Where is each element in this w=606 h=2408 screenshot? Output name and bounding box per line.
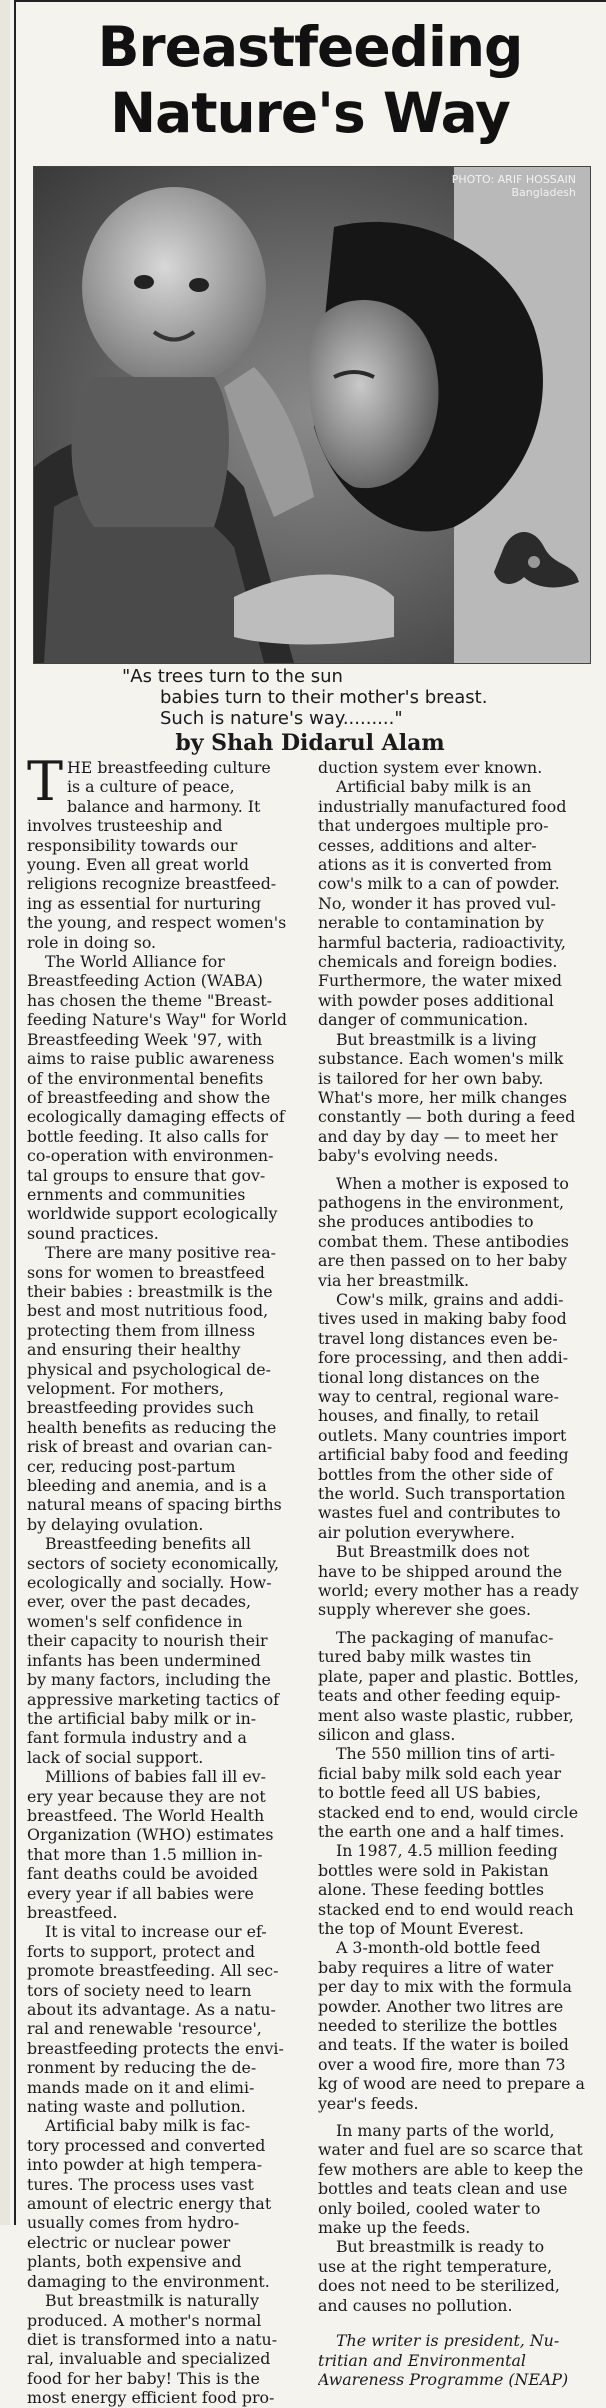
body-line: In 1987, 4.5 million feeding (336, 1841, 558, 1861)
body-line: young. Even all great world (27, 855, 250, 875)
body-line: diet is transformed into a natu- (27, 2329, 278, 2349)
body-line: HE breastfeeding culture (67, 758, 271, 777)
drop-cap: T (27, 750, 64, 813)
body-line: is tailored for her own baby. (318, 1068, 544, 1088)
body-line: artificial baby food and feeding (318, 1445, 569, 1465)
body-line: ecologically and socially. How- (27, 1573, 272, 1593)
body-line: But Breastmilk does not (336, 1542, 530, 1562)
body-line: But breastmilk is ready to (336, 2237, 545, 2257)
body-line: have to be shipped around the (318, 1561, 563, 1581)
body-line: bottle feeding. It also calls for (27, 1126, 268, 1146)
body-line: ral and renewable 'resource', (27, 2019, 262, 2039)
body-line: houses, and finally, to retail (318, 1406, 539, 1426)
body-line: industrially manufactured food (318, 796, 567, 816)
body-line: baby's evolving needs. (318, 1146, 499, 1166)
body-line: nerable to contamination by (318, 913, 544, 933)
author-note-line: The writer is president, Nu- (336, 2331, 560, 2351)
body-line: sectors of society economically, (27, 1553, 280, 1573)
body-line: harmful bacteria, radioactivity, (318, 932, 566, 952)
byline: by Shah Didarul Alam (175, 730, 445, 756)
body-line: ernments and communities (27, 1184, 246, 1204)
body-line: involves trusteeship and (27, 816, 223, 836)
headline-line-2: Nature's Way (110, 81, 510, 145)
body-line: promote breastfeeding. All sec- (27, 1961, 279, 1981)
body-line: Breastfeeding benefits all (45, 1534, 251, 1554)
body-line: water and fuel are so scarce that (318, 2140, 583, 2160)
body-line: infants has been undermined (27, 1650, 261, 1670)
body-line: that undergoes multiple pro- (318, 816, 549, 836)
body-line: forts to support, protect and (27, 1941, 256, 1961)
body-line: supply wherever she goes. (318, 1600, 532, 1620)
body-line: she produces antibodies to (318, 1212, 534, 1232)
body-line: over a wood fire, more than 73 (318, 2054, 566, 2074)
body-line: every year if all babies were (27, 1883, 254, 1903)
headline-line-1: Breastfeeding (97, 15, 523, 79)
body-line: silicon and glass. (318, 1724, 456, 1744)
column-rule-top (14, 0, 606, 2)
body-line: amount of electric energy that (27, 2194, 272, 2214)
body-line: stacked end to end, would circle (318, 1802, 579, 1822)
body-line: role in doing so. (27, 932, 157, 952)
body-line: ever, over the past decades, (27, 1592, 252, 1612)
paragraph-gap (318, 1620, 590, 1628)
body-line: wastes fuel and contributes to (318, 1503, 561, 1523)
body-line: bottles and teats clean and use (318, 2179, 568, 2199)
body-line: tured baby milk wastes tin (318, 1647, 532, 1667)
body-line: women's self confidence in (27, 1611, 243, 1631)
author-note-line: tritian and Environmental (318, 2350, 526, 2370)
body-line: When a mother is exposed to (336, 1173, 569, 1193)
body-line: appressive marketing tactics of (27, 1689, 280, 1709)
body-line: plants, both expensive and (27, 2252, 242, 2272)
body-line: sons for women to breastfeed (27, 1262, 265, 1282)
body-line: are then passed on to her baby (318, 1251, 567, 1271)
paragraph-gap (318, 1166, 590, 1174)
body-line: bottles were sold in Pakistan (318, 1860, 549, 1880)
body-line: aims to raise public awareness (27, 1049, 275, 1069)
body-line: alone. These feeding bottles (318, 1880, 544, 1900)
caption-line-2: babies turn to their mother's breast. (160, 687, 488, 708)
body-line: most energy efficient food pro- (27, 2388, 275, 2408)
body-line: balance and harmony. It (67, 796, 261, 816)
body-line: to bottle feed all US babies, (318, 1783, 542, 1803)
photo-mother-and-baby (33, 166, 591, 664)
body-line: physical and psychological de- (27, 1359, 271, 1379)
body-line: of the environmental benefits (27, 1068, 264, 1088)
body-line: needed to sterilize the bottles (318, 2016, 558, 2035)
body-line: The World Alliance for (45, 952, 225, 972)
body-line: best and most nutritious food, (27, 1301, 269, 1321)
body-line: No, wonder it has proved vul- (318, 893, 556, 913)
body-line: cer, reducing post-partum (27, 1456, 236, 1476)
body-line: But breastmilk is naturally (45, 2291, 260, 2311)
body-line: The 550 million tins of arti- (336, 1744, 555, 1764)
body-line: ral, invaluable and specialized (27, 2349, 271, 2369)
body-line: pathogens in the environment, (318, 1192, 565, 1212)
body-line: stacked end to end would reach (318, 1899, 574, 1919)
body-line: the world. Such transportation (318, 1484, 566, 1504)
body-line: way to central, regional ware- (318, 1387, 559, 1406)
body-line: protecting them from illness (27, 1320, 256, 1340)
body-line: In many parts of the world, (336, 2121, 555, 2141)
photo-credit-line-1: PHOTO: ARIF HOSSAIN (451, 173, 576, 186)
body-line: into powder at high tempera- (27, 2155, 263, 2175)
body-line: Artificial baby milk is an (336, 777, 532, 797)
body-line: the earth one and a half times. (318, 1821, 565, 1841)
body-line: chemicals and foreign bodies. (318, 952, 558, 972)
body-line: ecologically damaging effects of (27, 1107, 285, 1127)
body-line: breastfeed. (27, 1902, 118, 1922)
column-rule-left (14, 0, 16, 2225)
body-line: responsibility towards our (27, 835, 238, 855)
body-line: make up the feeds. (318, 2218, 471, 2238)
body-line: and ensuring their healthy (27, 1340, 241, 1360)
body-line: fant formula industry and a (27, 1728, 247, 1748)
body-line: fore processing, and then addi- (318, 1348, 569, 1368)
body-line: Millions of babies fall ill ev- (45, 1767, 266, 1787)
body-line: tional long distances on the (318, 1367, 540, 1387)
headline (30, 14, 590, 146)
body-line: and causes no pollution. (318, 2295, 513, 2315)
body-line: What's more, her milk changes (318, 1087, 568, 1107)
body-line: Breastfeeding Action (WABA) (27, 971, 263, 991)
body-line: of breastfeeding and show the (27, 1087, 271, 1107)
body-line: breastfeeding provides such (27, 1398, 254, 1418)
body-line: Cow's milk, grains and addi- (336, 1289, 564, 1309)
body-line: by many factors, including the (27, 1670, 271, 1690)
body-line: that more than 1.5 million in- (27, 1844, 263, 1864)
body-line: A 3-month-old bottle feed (336, 1938, 541, 1958)
body-line: ficial baby milk sold each year (318, 1763, 562, 1783)
body-line: religions recognize breastfeed- (27, 874, 277, 894)
body-line: tors of society need to learn (27, 1980, 252, 2000)
body-line: ery year because they are not (27, 1786, 266, 1806)
body-line: kg of wood are need to prepare a (318, 2074, 585, 2094)
body-line: travel long distances even be- (318, 1328, 558, 1348)
body-line: has chosen the theme "Breast- (27, 990, 272, 1010)
body-line: is a culture of peace, (67, 777, 235, 797)
body-line: does not need to be sterilized, (318, 2276, 560, 2296)
body-line: Artificial baby milk is fac- (45, 2116, 251, 2136)
body-line: damaging to the environment. (27, 2271, 270, 2291)
body-line: But breastmilk is a living (336, 1029, 537, 1049)
body-line: use at the right temperature, (318, 2256, 553, 2276)
body-line: ment also waste plastic, rubber, (318, 1705, 574, 1725)
body-line: ations as it is converted from (318, 855, 552, 875)
body-line: mands made on it and elimi- (27, 2077, 255, 2097)
adjacent-column-edge (0, 0, 10, 2225)
body-line: only boiled, cooled water to (318, 2198, 541, 2218)
body-line: with powder poses additional (318, 990, 554, 1010)
body-line: air polution everywhere. (318, 1522, 516, 1542)
body-line: their babies : breastmilk is the (27, 1281, 273, 1301)
body-line: food for her baby! This is the (27, 2368, 260, 2388)
author-note-line: Awareness Programme (NEAP) (318, 2369, 569, 2389)
body-line: tures. The process uses vast (27, 2174, 254, 2194)
paragraph-gap (318, 2323, 590, 2331)
body-line: substance. Each women's milk (318, 1049, 564, 1069)
body-line: and teats. If the water is boiled (318, 2035, 569, 2055)
body-line: constantly — both during a feed (318, 1107, 576, 1127)
body-line: outlets. Many countries import (318, 1425, 567, 1445)
body-line: duction system ever known. (318, 758, 543, 777)
body-line: health benefits as reducing the (27, 1417, 277, 1437)
body-line: combat them. These antibodies (318, 1231, 569, 1251)
body-line: world; every mother has a ready (318, 1581, 579, 1601)
paragraph-gap (318, 2315, 590, 2323)
body-line: tives used in making baby food (318, 1309, 567, 1329)
body-line: It is vital to increase our ef- (45, 1922, 267, 1942)
body-line: danger of communication. (318, 1010, 529, 1030)
body-line: by delaying ovulation. (27, 1514, 204, 1534)
body-line: produced. A mother's normal (27, 2310, 262, 2330)
body-line: fant deaths could be avoided (27, 1864, 259, 1884)
body-line: electric or nuclear power (27, 2232, 231, 2252)
body-line: lack of social support. (27, 1747, 204, 1767)
photo-caption (122, 666, 582, 729)
body-line: teats and other feeding equip- (318, 1686, 561, 1706)
body-line: about its advantage. As a natu- (27, 2000, 276, 2019)
body-line: ing as essential for nurturing (27, 893, 262, 913)
article-column-1 (27, 750, 297, 2408)
photo-illustration (34, 167, 590, 663)
body-line: breastfeed. The World Health (27, 1805, 265, 1825)
body-line: the artificial baby milk or in- (27, 1708, 257, 1728)
body-line: usually comes from hydro- (27, 2213, 240, 2233)
body-line: velopment. For mothers, (27, 1379, 225, 1398)
body-line: risk of breast and ovarian can- (27, 1437, 273, 1457)
article-column-2 (318, 758, 590, 2389)
body-line: worldwide support ecologically (27, 1204, 278, 1224)
body-line: their capacity to nourish their (27, 1631, 268, 1651)
body-line: Organization (WHO) estimates (27, 1825, 274, 1845)
caption-line-1: "As trees turn to the sun (122, 666, 343, 687)
body-line: cow's milk to a can of powder. (318, 874, 560, 894)
body-line: nating waste and pollution. (27, 2097, 246, 2117)
body-line: few mothers are able to keep the (318, 2159, 584, 2179)
body-line: per day to mix with the formula (318, 1977, 572, 1997)
body-line: powder. Another two litres are (318, 1996, 564, 2016)
body-line: tal groups to ensure that gov- (27, 1165, 266, 1185)
drop-cap-block (27, 750, 297, 816)
body-line: Breastfeeding Week '97, with (27, 1029, 263, 1049)
body-line: There are many positive rea- (45, 1243, 276, 1263)
body-line: and day by day — to meet her (318, 1126, 558, 1146)
paragraph-gap (318, 2113, 590, 2121)
body-line: sound practices. (27, 1223, 159, 1243)
photo-credit-line-2: Bangladesh (511, 186, 576, 199)
body-line: the top of Mount Everest. (318, 1918, 524, 1938)
body-line: natural means of spacing births (27, 1495, 282, 1515)
body-line: cesses, additions and alter- (318, 835, 537, 855)
body-line: feeding Nature's Way" for World (27, 1010, 287, 1030)
body-line: The packaging of manufac- (336, 1627, 554, 1647)
body-line: Furthermore, the water mixed (318, 971, 563, 991)
caption-line-3: Such is nature's way........." (160, 708, 403, 729)
body-line: baby requires a litre of water (318, 1957, 554, 1977)
photo-credit (452, 173, 576, 199)
body-line: via her breastmilk. (318, 1270, 470, 1290)
body-line: co-operation with environmen- (27, 1146, 274, 1166)
body-line: breastfeeding protects the envi- (27, 2038, 284, 2058)
body-line: ronment by reducing the de- (27, 2058, 257, 2078)
body-line: year's feeds. (318, 2093, 419, 2113)
body-line: tory processed and converted (27, 2135, 266, 2155)
body-line: bleeding and anemia, and is a (27, 1476, 267, 1496)
body-line: bottles from the other side of (318, 1464, 553, 1484)
body-line: plate, paper and plastic. Bottles, (318, 1666, 579, 1686)
body-line: the young, and respect women's (27, 913, 287, 933)
